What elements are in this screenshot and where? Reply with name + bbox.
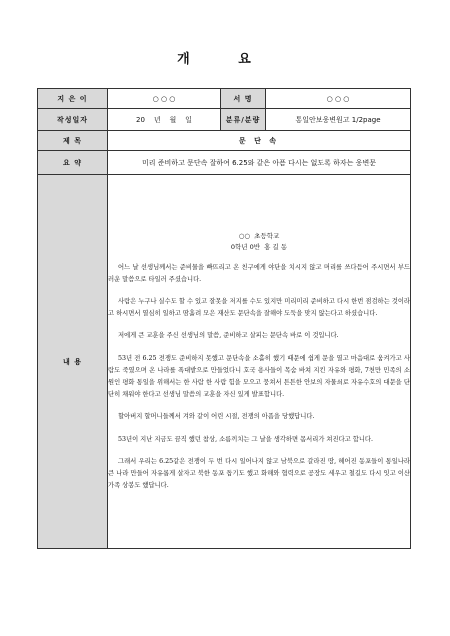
date-label: 작성일자 [38, 109, 108, 131]
summary-value: 미리 준비하고 문단속 잘하여 6.25와 같은 아픔 다시는 없도록 하자는 웅변문 [108, 151, 411, 175]
paragraph: 그래서 우리는 6.25같은 전쟁이 두 번 다시 일어나지 않고 남북으로 갈라진 땅, 헤어진 동포들이 통일나라 큰 나라 만들어 자유롭게 살자고 북한 동포 돕기도 했고 화해와 협력으로 공장도 세우고 철길도 다시 잇고 이산가족 상봉도 했답니다. [108, 457, 410, 490]
signature-label: 서 명 [221, 89, 266, 109]
paragraph: 저에게 큰 교훈을 주신 선생님의 말씀, 준비하고 살피는 문단속 바로 이 것입니다. [118, 332, 339, 340]
date-value: 20 년 월 일 [108, 109, 221, 131]
student-name: 0학년 0반 홍 길 동 [230, 242, 288, 251]
subject-row [38, 131, 411, 151]
date-row [38, 109, 411, 131]
author-row [38, 89, 411, 109]
subject-label: 제 목 [38, 131, 108, 151]
overview-form-table [37, 88, 411, 549]
summary-row [38, 151, 411, 175]
author-value: ○ ○ ○ [108, 89, 221, 109]
paragraph: 53년이 지난 지금도 끔직 했던 참상, 소름끼치는 그 날을 생각하면 몸서리가 쳐진다고 합니다. [118, 435, 374, 443]
paragraph: 어느 날 선생님께서는 준비물을 빠뜨리고 온 친구에게 야단을 치시지 않고 머리를 쓰다듬어 주시면서 부드러운 말씀으로 타일러 주셨습니다. [108, 263, 410, 283]
category-value: 통일안보웅변원고 1/2page [266, 109, 411, 131]
paragraph: 사람은 누구나 실수도 할 수 있고 잘못을 저지를 수도 있지만 미리미리 준비하고 다시 한번 점검하는 것이라고 하시면서 열심히 일하고 땀흘려 모은 재산도 문단속을 잘해야 도둑을 맞지 않는다고 하셨습니다. [108, 297, 410, 318]
paragraph: 53년 전 6.25 전쟁도 준비하지 못했고 문단속을 소홀히 했기 때문에 쉽게 문을 열고 마음대로 움켜가고 사람도 죽였으며 온 나라를 폭대밭으로 만들었다니 호국 용사들이 목숨 바쳐 지킨 자유와 평화, 7천만 민족의 소원인 평화 통일을 위해서는 한 사람 한 사람 힘을 모으고 뭉쳐서 튼튼한 안보의 자물쇠로 자유수호의 대문을 단단히 채워야 한다고 선생님 말씀의 교훈을 자신 있게 발표합니다. [108, 354, 410, 399]
page-title: 개 요 [177, 52, 273, 67]
content-label: 내 용 [38, 175, 108, 549]
subject-value: 문 단 속 [108, 131, 411, 151]
category-label: 분류/분량 [221, 109, 266, 131]
content-row [38, 175, 411, 549]
signature-value: ○ ○ ○ [266, 89, 411, 109]
paragraph: 할아버지 할머니들께서 겨와 같이 어린 시절, 전쟁의 아픔을 당했답니다. [118, 413, 315, 421]
author-label: 지 은 이 [38, 89, 108, 109]
summary-label: 요 약 [38, 151, 108, 175]
school-name: ○○ 초등학교 [238, 231, 280, 240]
content-body [108, 175, 411, 549]
